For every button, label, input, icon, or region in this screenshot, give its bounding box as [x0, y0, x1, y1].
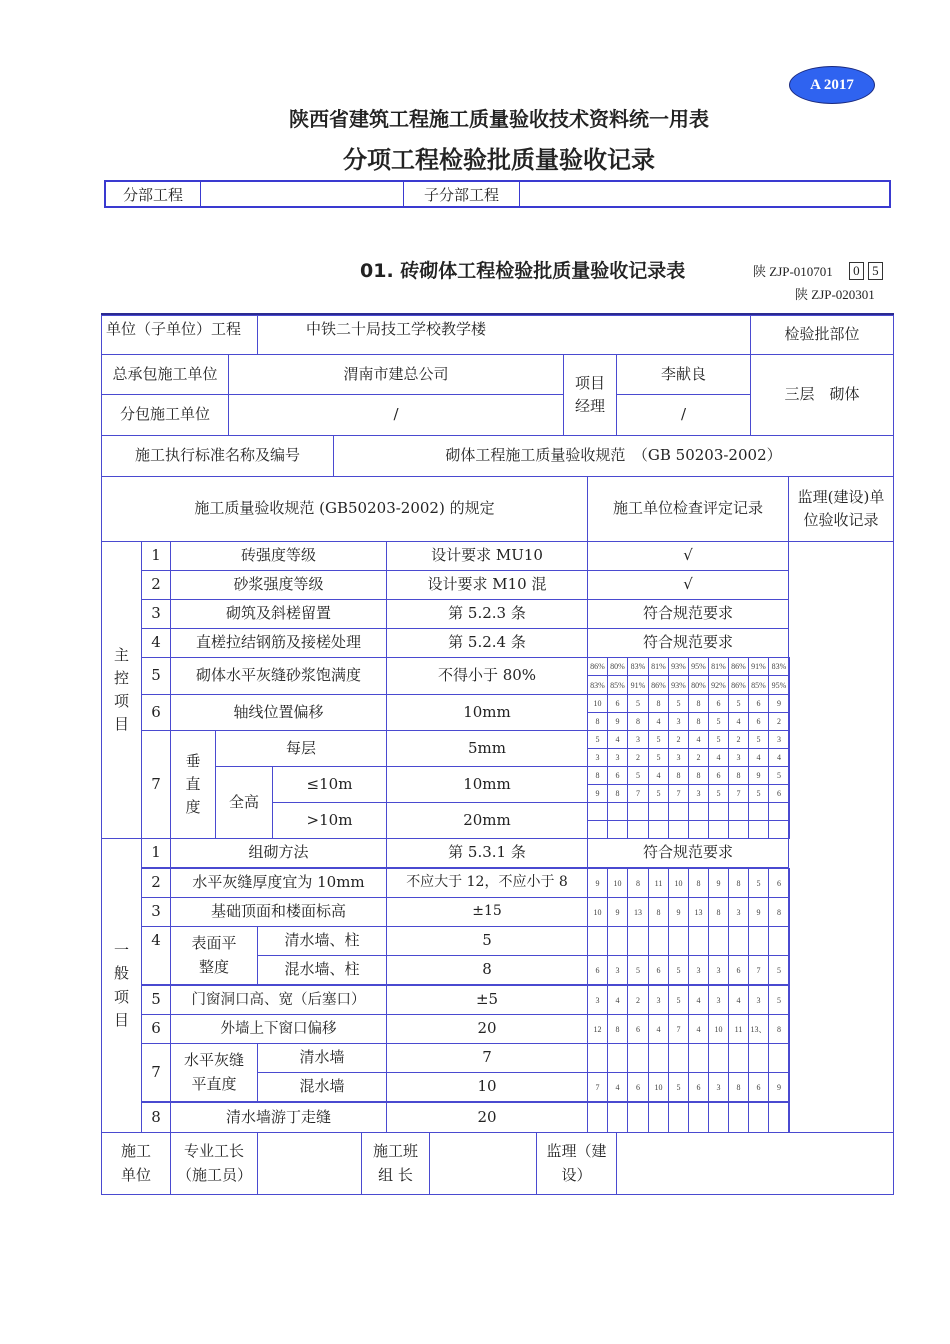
measurement-cell[interactable]	[748, 802, 769, 821]
measurement-cell[interactable]	[728, 1102, 749, 1133]
item-name: 砖强度等级	[170, 541, 387, 571]
measurement-cell[interactable]: 9	[587, 868, 608, 898]
measurement-cell[interactable]: 6	[768, 784, 790, 803]
measurement-cell[interactable]: 4	[648, 712, 669, 731]
item-requirement: 10mm	[386, 694, 588, 731]
measurement-cell[interactable]	[688, 926, 709, 956]
measurement-cell[interactable]	[648, 820, 669, 839]
measurement-cell[interactable]	[768, 926, 790, 956]
measurement-cell[interactable]: 3	[587, 985, 608, 1015]
sub-subdivision-label: 子分部工程	[404, 182, 520, 206]
measurement-cell[interactable]	[607, 1102, 628, 1133]
form-code-2: 陕 ZJP-020301	[795, 287, 875, 302]
measurement-cell[interactable]: 5	[668, 694, 689, 713]
measurement-cell[interactable]: 10	[668, 868, 689, 898]
check-record[interactable]: √	[587, 570, 789, 600]
unit-project-label: 单位（子单位）工程	[101, 315, 258, 355]
unit-project-value[interactable]: 中铁二十局技工学校教学楼	[257, 315, 751, 355]
measurement-cell[interactable]	[748, 1043, 769, 1073]
measurement-cell[interactable]: 9	[668, 897, 689, 927]
measurement-cell[interactable]: 8	[728, 1072, 749, 1102]
measurement-cell[interactable]: 3	[607, 955, 628, 985]
check-record[interactable]: 符合规范要求	[587, 599, 789, 629]
measurement-cell[interactable]: 85%	[748, 675, 769, 695]
measurement-cell[interactable]: 86%	[728, 657, 749, 676]
measurement-cell[interactable]	[768, 820, 790, 839]
measurement-cell[interactable]: 93%	[668, 675, 689, 695]
measurement-cell[interactable]	[768, 1043, 790, 1073]
item-number: 3	[141, 599, 171, 629]
measurement-cell[interactable]	[668, 820, 689, 839]
measurement-cell[interactable]	[688, 1102, 709, 1133]
measurement-cell[interactable]: 2	[728, 730, 749, 749]
item-subgroup: 全高	[215, 766, 273, 839]
measurement-cell[interactable]: 8	[607, 1014, 628, 1044]
measurement-cell[interactable]	[587, 1102, 608, 1133]
measurement-cell[interactable]: 5	[708, 784, 729, 803]
measurement-cell[interactable]: 4	[688, 1014, 709, 1044]
item-requirement: 8	[386, 955, 588, 985]
measurement-cell[interactable]	[627, 1102, 649, 1133]
measurement-cell[interactable]: 5	[627, 766, 649, 785]
measurement-cell[interactable]: 3	[768, 730, 790, 749]
item-subname: 清水墙、柱	[257, 926, 387, 956]
sub-subdivision-value[interactable]	[520, 182, 889, 206]
item-requirement: 5mm	[386, 730, 588, 767]
measurement-cell[interactable]	[708, 1102, 729, 1133]
subdivision-label: 分部工程	[106, 182, 201, 206]
item-requirement: 20	[386, 1102, 588, 1133]
measurement-cell[interactable]: 8	[648, 897, 669, 927]
measurement-cell[interactable]: 9	[708, 868, 729, 898]
measurement-cell[interactable]	[668, 926, 689, 956]
measurement-cell[interactable]	[587, 1043, 608, 1073]
measurement-cell[interactable]: 12	[587, 1014, 608, 1044]
item-requirement: 10	[386, 1072, 588, 1102]
measurement-cell[interactable]: 13	[688, 897, 709, 927]
check-record[interactable]: √	[587, 541, 789, 571]
measurement-cell[interactable]: 3	[607, 748, 628, 767]
form-title: 01. 砖砌体工程检验批质量验收记录表	[360, 260, 686, 282]
measurement-cell[interactable]	[708, 802, 729, 821]
measurement-cell[interactable]: 4	[688, 730, 709, 749]
item-requirement: 第 5.3.1 条	[386, 838, 588, 868]
measurement-cell[interactable]	[688, 802, 709, 821]
measurement-cell[interactable]: 9	[607, 712, 628, 731]
measurement-cell[interactable]: 4	[748, 748, 769, 767]
measurement-cell[interactable]: 5	[587, 730, 608, 749]
measurement-cell[interactable]: 8	[688, 694, 709, 713]
item-name: 轴线位置偏移	[170, 694, 387, 731]
measurement-cell[interactable]: 8	[708, 897, 729, 927]
item-name: 砌筑及斜槎留置	[170, 599, 387, 629]
subdivision-value[interactable]	[201, 182, 404, 206]
measurement-cell[interactable]: 8	[728, 766, 749, 785]
measurement-cell[interactable]: 6	[708, 694, 729, 713]
measurement-cell[interactable]: 5	[768, 985, 790, 1015]
measurement-cell[interactable]: 6	[748, 1072, 769, 1102]
item-name: 砂浆强度等级	[170, 570, 387, 600]
measurement-cell[interactable]	[768, 1102, 790, 1133]
general-contractor-label: 总承包施工单位	[101, 354, 229, 395]
item-number: 4	[141, 628, 171, 658]
document-subtitle: 分项工程检验批质量验收记录	[343, 146, 655, 174]
measurement-cell[interactable]: 2	[668, 730, 689, 749]
measurement-cell[interactable]	[627, 820, 649, 839]
measurement-cell[interactable]: 8	[627, 712, 649, 731]
measurement-cell[interactable]	[708, 820, 729, 839]
year-badge: A 2017	[789, 66, 875, 104]
measurement-cell[interactable]	[587, 820, 608, 839]
measurement-cell[interactable]: 4	[607, 1072, 628, 1102]
measurement-cell[interactable]: 80%	[688, 675, 709, 695]
measurement-cell[interactable]	[728, 1043, 749, 1073]
item-requirement: 5	[386, 926, 588, 956]
measurement-cell[interactable]	[748, 926, 769, 956]
supervisor-signature[interactable]	[616, 1132, 894, 1195]
measurement-cell[interactable]: 6	[627, 1072, 649, 1102]
foreman-label: 专业工长（施工员）	[170, 1132, 258, 1195]
item-number: 3	[141, 897, 171, 927]
measurement-cell[interactable]: 86%	[587, 657, 608, 676]
measurement-cell[interactable]	[688, 1043, 709, 1073]
measurement-cell[interactable]: 85%	[607, 675, 628, 695]
item-name: 砌体水平灰缝砂浆饱满度	[170, 657, 387, 695]
measurement-cell[interactable]: 10	[587, 897, 608, 927]
item-requirement: 第 5.2.3 条	[386, 599, 588, 629]
item-number: 1	[141, 541, 171, 571]
measurement-cell[interactable]: 93%	[668, 657, 689, 676]
measurement-cell[interactable]: 4	[648, 766, 669, 785]
measurement-cell[interactable]	[728, 802, 749, 821]
inspection-part-value[interactable]: 三层 砌体	[750, 354, 894, 436]
item-subname: 混水墙、柱	[257, 955, 387, 985]
measurement-cell[interactable]: 83%	[627, 657, 649, 676]
measurement-cell[interactable]: 6	[648, 955, 669, 985]
measurement-cell[interactable]: 4	[607, 730, 628, 749]
measurement-cell[interactable]	[688, 820, 709, 839]
measurement-cell[interactable]: 3	[668, 712, 689, 731]
measurement-cell[interactable]: 4	[648, 1014, 669, 1044]
measurement-cell[interactable]: 6	[708, 766, 729, 785]
measurement-cell[interactable]: 80%	[607, 657, 628, 676]
measurement-cell[interactable]: 10	[708, 1014, 729, 1044]
measurement-cell[interactable]: 3	[708, 1072, 729, 1102]
form-code-1	[753, 261, 883, 280]
measurement-cell[interactable]: 4	[708, 748, 729, 767]
measurement-cell[interactable]: 10	[648, 1072, 669, 1102]
measurement-cell[interactable]: 9	[748, 766, 769, 785]
sub-project-manager-value[interactable]: /	[616, 394, 751, 436]
measurement-cell[interactable]: 11	[728, 1014, 749, 1044]
item-requirement: 不得小于 80%	[386, 657, 588, 695]
item-name: 表面平整度	[170, 926, 258, 985]
item-subname: 每层	[215, 730, 387, 767]
item-requirement: 20mm	[386, 802, 588, 839]
measurement-cell[interactable]: 13	[627, 897, 649, 927]
item-name: 组砌方法	[170, 838, 387, 868]
project-manager-label: 项目经理	[563, 354, 617, 436]
measurement-cell[interactable]: 95%	[768, 675, 790, 695]
measurement-cell[interactable]: 81%	[648, 657, 669, 676]
measurement-cell[interactable]: 5	[648, 748, 669, 767]
measurement-cell[interactable]: 4	[728, 712, 749, 731]
measurement-cell[interactable]: 2	[627, 985, 649, 1015]
item-number: 6	[141, 1014, 171, 1044]
measurement-cell[interactable]: 5	[708, 730, 729, 749]
main-items-group-label: 主控项目	[101, 541, 142, 839]
measurement-cell[interactable]: 8	[728, 868, 749, 898]
measurement-cell[interactable]: 7	[627, 784, 649, 803]
measurement-cell[interactable]	[648, 1102, 669, 1133]
measurement-cell[interactable]: 5	[768, 955, 790, 985]
item-number: 7	[141, 1043, 171, 1102]
measurement-cell[interactable]	[587, 926, 608, 956]
measurement-cell[interactable]	[668, 802, 689, 821]
item-subname: ≤10m	[272, 766, 387, 803]
measurement-cell[interactable]: 9	[587, 784, 608, 803]
measurement-cell[interactable]: 6	[627, 1014, 649, 1044]
measurement-cell[interactable]: 9	[768, 694, 790, 713]
measurement-cell[interactable]	[668, 1102, 689, 1133]
measurement-cell[interactable]	[728, 820, 749, 839]
supervisor-acceptance-record[interactable]	[788, 541, 894, 1133]
measurement-cell[interactable]: 91%	[627, 675, 649, 695]
item-requirement: ±5	[386, 985, 588, 1015]
item-subname: 混水墙	[257, 1072, 387, 1102]
measurement-cell[interactable]: 5	[768, 766, 790, 785]
measurement-cell[interactable]: 3	[748, 985, 769, 1015]
foreman-signature[interactable]	[257, 1132, 362, 1195]
measurement-cell[interactable]: 86%	[728, 675, 749, 695]
measurement-cell[interactable]: 86%	[648, 675, 669, 695]
measurement-cell[interactable]: 3	[668, 748, 689, 767]
measurement-cell[interactable]	[627, 802, 649, 821]
measurement-cell[interactable]: 8	[607, 784, 628, 803]
measurement-cell[interactable]: 2	[688, 748, 709, 767]
measurement-cell[interactable]: 2	[627, 748, 649, 767]
item-name: 清水墙游丁走缝	[170, 1102, 387, 1133]
measurement-cell[interactable]: 4	[768, 748, 790, 767]
measurement-cell[interactable]: 3	[688, 784, 709, 803]
measurement-cell[interactable]	[648, 802, 669, 821]
measurement-cell[interactable]: 7	[668, 1014, 689, 1044]
measurement-cell[interactable]: 13、	[748, 1014, 769, 1044]
project-manager-value[interactable]: 李献良	[616, 354, 751, 395]
item-subname: 清水墙	[257, 1043, 387, 1073]
measurement-cell[interactable]: 8	[688, 712, 709, 731]
document-title: 陕西省建筑工程施工质量验收技术资料统一用表	[289, 107, 709, 131]
measurement-cell[interactable]: 3	[627, 730, 649, 749]
measurement-cell[interactable]: 6	[728, 955, 749, 985]
measurement-cell[interactable]: 4	[607, 985, 628, 1015]
measurement-cell[interactable]: 6	[748, 694, 769, 713]
measurement-cell[interactable]: 6	[607, 766, 628, 785]
measurement-cell[interactable]: 3	[728, 748, 749, 767]
measurement-cell[interactable]	[748, 820, 769, 839]
measurement-cell[interactable]: 5	[748, 784, 769, 803]
measurement-cell[interactable]: 5	[627, 955, 649, 985]
item-name: 直槎拉结钢筋及接槎处理	[170, 628, 387, 658]
item-name: 水平灰缝厚度宜为 10mm	[170, 868, 387, 898]
measurement-cell[interactable]: 8	[688, 766, 709, 785]
measurement-cell[interactable]: 10	[587, 694, 608, 713]
measurement-cell[interactable]: 81%	[708, 657, 729, 676]
measurement-cell[interactable]: 3	[587, 748, 608, 767]
item-number: 5	[141, 985, 171, 1015]
measurement-cell[interactable]: 9	[748, 897, 769, 927]
measurement-cell[interactable]: 5	[648, 730, 669, 749]
item-number: 7	[141, 730, 171, 839]
supervisor-column-header: 监理(建设)单位验收记录	[788, 476, 894, 542]
item-subname: >10m	[272, 802, 387, 839]
spec-column-header: 施工质量验收规范 (GB50203-2002) 的规定	[101, 476, 588, 542]
measurement-cell[interactable]: 3	[688, 955, 709, 985]
item-number: 2	[141, 570, 171, 600]
measurement-cell[interactable]: 4	[688, 985, 709, 1015]
measurement-cell[interactable]: 8	[668, 766, 689, 785]
measurement-cell[interactable]: 5	[668, 1072, 689, 1102]
measurement-cell[interactable]: 5	[648, 784, 669, 803]
form-code-digit: 5	[868, 262, 883, 280]
item-number: 2	[141, 868, 171, 898]
measurement-cell[interactable]: 8	[587, 766, 608, 785]
measurement-cell[interactable]	[607, 820, 628, 839]
item-number: 6	[141, 694, 171, 731]
item-number: 4	[141, 926, 171, 985]
measurement-cell[interactable]: 8	[587, 712, 608, 731]
measurement-cell[interactable]: 6	[768, 868, 790, 898]
measurement-cell[interactable]: 9	[768, 1072, 790, 1102]
signature-contractor-label: 施工单位	[101, 1132, 171, 1195]
measurement-cell[interactable]: 8	[688, 868, 709, 898]
check-record[interactable]: 符合规范要求	[587, 628, 789, 658]
measurement-cell[interactable]: 8	[768, 1014, 790, 1044]
inspection-part-label: 检验批部位	[750, 315, 894, 355]
measurement-cell[interactable]: 3	[648, 985, 669, 1015]
measurement-cell[interactable]: 3	[728, 897, 749, 927]
sub-contractor-label: 分包施工单位	[101, 394, 229, 436]
measurement-cell[interactable]	[728, 926, 749, 956]
subdivision-table	[104, 180, 891, 208]
measurement-cell[interactable]: 5	[668, 955, 689, 985]
measurement-cell[interactable]: 6	[587, 955, 608, 985]
item-name: 水平灰缝平直度	[170, 1043, 258, 1102]
measurement-cell[interactable]: 8	[648, 694, 669, 713]
measurement-cell[interactable]	[607, 1043, 628, 1073]
team-leader-label: 施工班组 长	[361, 1132, 430, 1195]
form-code-prefix: 陕 ZJP-010701	[753, 264, 833, 279]
measurement-cell[interactable]: 8	[627, 868, 649, 898]
measurement-cell[interactable]: 6	[607, 694, 628, 713]
contractor-check-column-header: 施工单位检查评定记录	[587, 476, 789, 542]
measurement-cell[interactable]	[627, 926, 649, 956]
measurement-cell[interactable]: 5	[668, 985, 689, 1015]
measurement-cell[interactable]: 6	[688, 1072, 709, 1102]
measurement-cell[interactable]: 8	[768, 897, 790, 927]
measurement-cell[interactable]: 4	[728, 985, 749, 1015]
general-contractor-value[interactable]: 渭南市建总公司	[228, 354, 564, 395]
measurement-cell[interactable]: 83%	[768, 657, 790, 676]
team-leader-signature[interactable]	[429, 1132, 537, 1195]
item-requirement: 设计要求 M10 混	[386, 570, 588, 600]
item-requirement: 20	[386, 1014, 588, 1044]
measurement-cell[interactable]: 83%	[587, 675, 608, 695]
measurement-cell[interactable]	[668, 1043, 689, 1073]
item-number: 5	[141, 657, 171, 695]
item-requirement: 10mm	[386, 766, 588, 803]
general-items-group-label: 一般项目	[101, 838, 142, 1133]
item-number: 8	[141, 1102, 171, 1133]
measurement-cell[interactable]: 2	[768, 712, 790, 731]
item-name: 外墙上下窗口偏移	[170, 1014, 387, 1044]
measurement-cell[interactable]	[708, 1043, 729, 1073]
measurement-cell[interactable]: 6	[748, 712, 769, 731]
measurement-cell[interactable]: 5	[708, 712, 729, 731]
measurement-cell[interactable]: 9	[607, 897, 628, 927]
measurement-cell[interactable]: 92%	[708, 675, 729, 695]
measurement-cell[interactable]	[627, 1043, 649, 1073]
item-requirement: ±15	[386, 897, 588, 927]
item-number: 1	[141, 838, 171, 868]
measurement-cell[interactable]: 5	[627, 694, 649, 713]
measurement-cell[interactable]	[748, 1102, 769, 1133]
form-code-digit: 0	[849, 262, 864, 280]
item-name: 垂直度	[170, 730, 216, 839]
standard-value[interactable]: 砌体工程施工质量验收规范 （GB 50203-2002）	[333, 435, 894, 477]
check-record[interactable]: 符合规范要求	[587, 838, 789, 868]
measurement-cell[interactable]	[768, 802, 790, 821]
measurement-cell[interactable]: 5	[728, 694, 749, 713]
supervisor-label: 监理（建设）	[536, 1132, 617, 1195]
item-requirement: 设计要求 MU10	[386, 541, 588, 571]
item-requirement: 7	[386, 1043, 588, 1073]
measurement-cell[interactable]: 11	[648, 868, 669, 898]
measurement-cell[interactable]	[708, 926, 729, 956]
measurement-cell[interactable]: 95%	[688, 657, 709, 676]
measurement-cell[interactable]: 5	[748, 868, 769, 898]
item-name: 门窗洞口高、宽（后塞口）	[170, 985, 387, 1015]
measurement-cell[interactable]: 10	[607, 868, 628, 898]
standard-label: 施工执行标准名称及编号	[101, 435, 334, 477]
measurement-cell[interactable]	[607, 926, 628, 956]
measurement-cell[interactable]: 91%	[748, 657, 769, 676]
measurement-cell[interactable]	[648, 926, 669, 956]
item-requirement: 不应大于 12，不应小于 8	[386, 868, 588, 898]
measurement-cell[interactable]: 3	[708, 955, 729, 985]
measurement-cell[interactable]: 3	[708, 985, 729, 1015]
measurement-cell[interactable]: 7	[748, 955, 769, 985]
item-name: 基础顶面和楼面标高	[170, 897, 387, 927]
item-requirement: 第 5.2.4 条	[386, 628, 588, 658]
measurement-cell[interactable]	[607, 802, 628, 821]
measurement-cell[interactable]: 7	[668, 784, 689, 803]
measurement-cell[interactable]	[648, 1043, 669, 1073]
measurement-cell[interactable]: 5	[748, 730, 769, 749]
measurement-cell[interactable]: 7	[728, 784, 749, 803]
measurement-cell[interactable]	[587, 802, 608, 821]
sub-contractor-value[interactable]: /	[228, 394, 564, 436]
measurement-cell[interactable]: 7	[587, 1072, 608, 1102]
